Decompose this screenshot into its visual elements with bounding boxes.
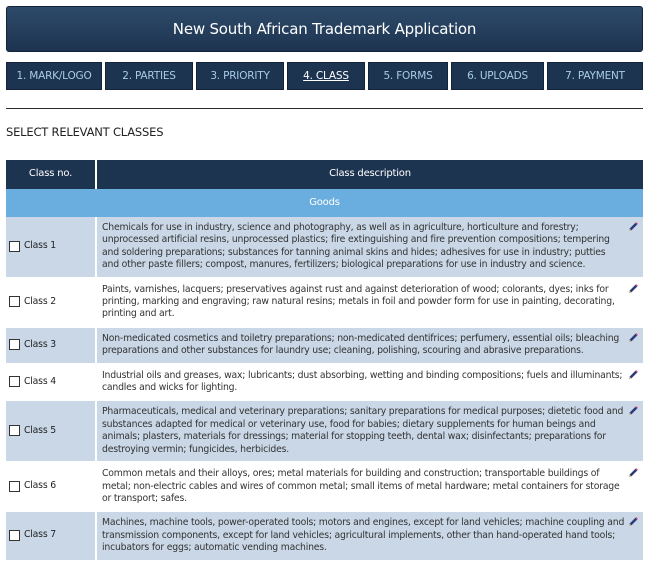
class-description <box>96 462 643 511</box>
class-cell <box>6 462 96 511</box>
class-table <box>6 160 643 562</box>
description-text: Machines, machine tools, power-operated tools; motors and engines, except for land vehicles; machine coupling and transmission components, except for land vehicles; agricultural implements, other than hand-operated hand tools; incubators for eggs; automatic vending machines. <box>102 517 625 554</box>
class-cell <box>6 364 96 401</box>
group-row <box>6 189 643 217</box>
class-label: Class 3 <box>24 338 56 350</box>
description-text: Paints, varnishes, lacquers; preservatives against rust and against deterioration of wood; colorants, dyes; inks for printing, marking and engraving; raw natural resins; metals in foil and powder form for use in painting, decorating, printing and art. <box>102 283 615 320</box>
column-header-class-description: Class description <box>96 160 643 189</box>
class-checkbox[interactable] <box>9 376 20 387</box>
table-row <box>6 364 643 401</box>
class-description <box>96 400 643 462</box>
class-label: Class 6 <box>24 480 56 492</box>
class-description <box>96 217 643 278</box>
class-description <box>96 327 643 364</box>
tab-forms[interactable]: 5. FORMS <box>368 62 448 90</box>
pencil-icon[interactable] <box>627 405 639 417</box>
class-checkbox[interactable] <box>9 481 20 492</box>
description-text: Common metals and their alloys, ores; metal materials for building and construction; transportable buildings of metal; non-electric cables and wires of common metal; small items of metal hardware; metal containers for storage or transport; safes. <box>102 468 620 504</box>
pencil-icon[interactable] <box>627 516 639 528</box>
class-cell <box>6 278 96 327</box>
class-label: Class 2 <box>24 295 56 307</box>
pencil-icon[interactable] <box>627 369 639 381</box>
table-row <box>6 278 643 327</box>
pencil-icon[interactable] <box>627 467 639 479</box>
divider <box>6 108 643 109</box>
class-cell <box>6 327 96 364</box>
tab-class[interactable]: 4. CLASS <box>287 62 365 90</box>
pencil-icon[interactable] <box>627 283 639 295</box>
app-header <box>6 6 643 52</box>
table-row <box>6 462 643 511</box>
class-label: Class 5 <box>24 424 56 436</box>
column-header-class-no: Class no. <box>6 160 96 189</box>
table-header-row <box>6 160 643 189</box>
class-description <box>96 364 643 401</box>
pencil-icon[interactable] <box>627 221 639 233</box>
section-title: SELECT RELEVANT CLASSES <box>6 125 164 139</box>
description-text: Non-medicated cosmetics and toiletry preparations; non-medicated dentifrices; perfumery, essential oils; bleaching preparations and other substances for laundry use; cleaning, polishing, scouring and abrasive preparations. <box>102 332 620 357</box>
class-cell <box>6 400 96 462</box>
description-text: Pharmaceuticals, medical and veterinary preparations; sanitary preparations for medical purposes; dietetic food and substances adapted for medical or veterinary use, food for babies; dietary supplements for human beings and animals; plasters, materials for dressings; material for stopping teeth, dental wax; disinfectants; preparations for destroying vermin; fungicides, herbicides. <box>102 406 624 455</box>
class-label: Class 4 <box>24 375 56 387</box>
group-label: Goods <box>6 189 643 217</box>
class-checkbox[interactable] <box>9 296 20 307</box>
page-title: New South African Trademark Application <box>172 20 477 38</box>
class-label: Class 1 <box>24 240 56 252</box>
class-description <box>96 511 643 560</box>
pencil-icon[interactable] <box>627 332 639 344</box>
tab-mark-logo[interactable]: 1. MARK/LOGO <box>6 62 102 90</box>
table-row <box>6 327 643 364</box>
class-checkbox[interactable] <box>9 339 20 350</box>
description-text: Chemicals for use in industry, science and photography, as well as in agriculture, horticulture and forestry; unprocessed artificial resins, unprocessed plastics; fire extinguishing and fire prevention compositions; tempering and soldering preparations; substances for tanning animal skins and hides; adhesives for use in industry; putties and other paste fillers; compost, manures, fertilizers; biological preparations for use in industry and science. <box>102 222 610 271</box>
step-tabs <box>6 62 643 90</box>
tab-payment[interactable]: 7. PAYMENT <box>547 62 643 90</box>
tab-priority[interactable]: 3. PRIORITY <box>196 62 284 90</box>
class-checkbox[interactable] <box>9 530 20 541</box>
table-row <box>6 400 643 462</box>
table-row <box>6 511 643 560</box>
table-row <box>6 217 643 278</box>
class-cell <box>6 217 96 278</box>
class-label: Class 7 <box>24 529 56 541</box>
class-cell <box>6 511 96 560</box>
description-text: Industrial oils and greases, wax; lubricants; dust absorbing, wetting and binding compositions; fuels and illuminants; candles and wicks for lighting. <box>102 369 623 394</box>
class-checkbox[interactable] <box>9 425 20 436</box>
class-description <box>96 278 643 327</box>
class-checkbox[interactable] <box>9 241 20 252</box>
tab-parties[interactable]: 2. PARTIES <box>105 62 193 90</box>
tab-uploads[interactable]: 6. UPLOADS <box>451 62 544 90</box>
